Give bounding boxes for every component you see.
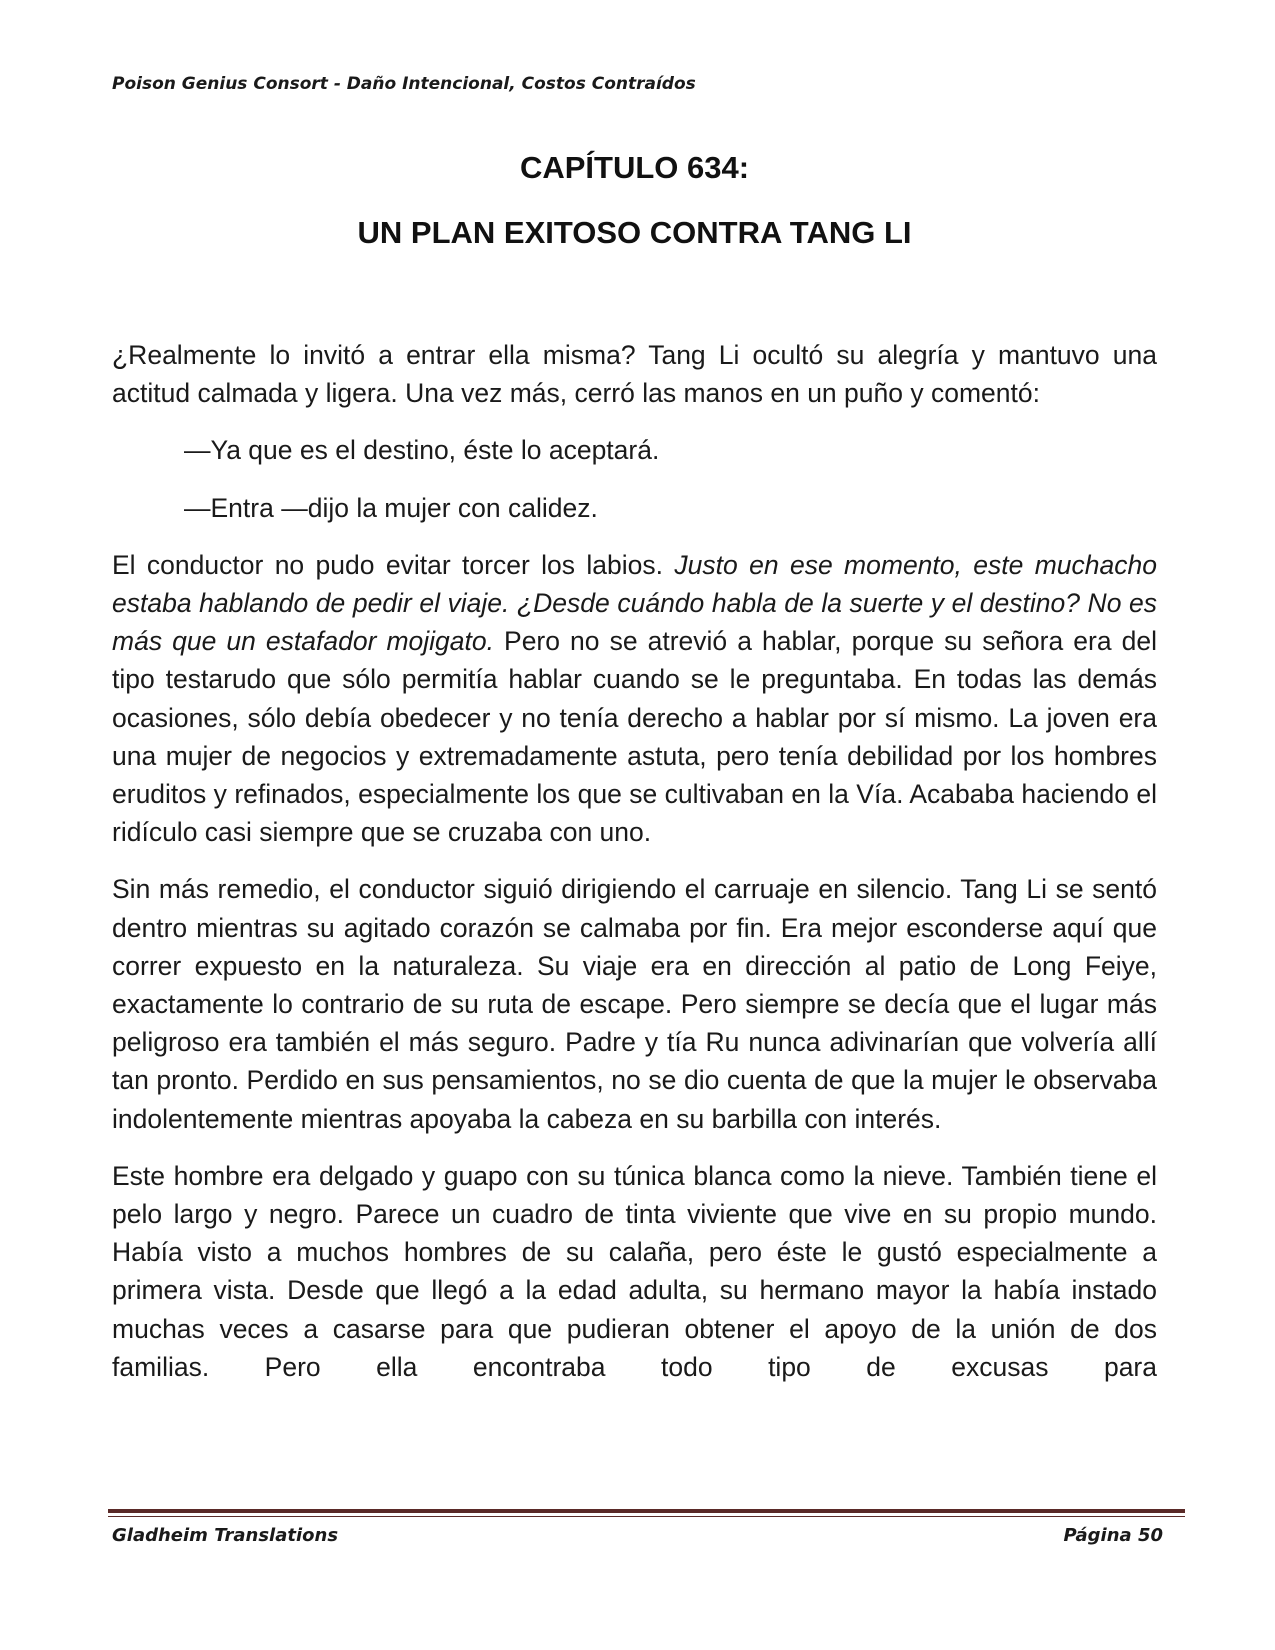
paragraph-1: ¿Realmente lo invitó a entrar ella misma? Tang Li ocultó su alegría y mantuvo una actitud calmada y ligera. Una vez más, cerró las manos en un puño y comentó: [112, 340, 1157, 409]
chapter-body [112, 336, 1157, 1386]
paragraph-4: Este hombre era delgado y guapo con su túnica blanca como la nieve. También tiene el pelo largo y negro. Parece un cuadro de tinta viviente que vive en su propio mundo. Había visto a muchos hombres de su calaña, pero éste le gustó especialmente a primera vista. Desde que llegó a la edad adulta, su hermano mayor la había instado muchas veces a casarse para que pudieran obtener el apoyo de la unión de dos familias. Pero ella encontraba todo tipo de excusas para [112, 1160, 1157, 1382]
page-number: Página 50 [1063, 1525, 1163, 1546]
footer-publisher: Gladheim Translations [112, 1525, 339, 1546]
running-header: Poison Genius Consort - Daño Intencional, Costos Contraídos [112, 74, 696, 94]
dialogue-line-2: —Entra —dijo la mujer con calidez. [184, 492, 598, 523]
paragraph-2-end: Pero no se atrevió a hablar, porque su señora era del tipo testarudo que sólo permitía hablar cuando se le preguntaba. En todas las demás ocasiones, sólo debía obedecer y no tenía derecho a hablar por sí mismo. La joven era una mujer de negocios y extremadamente astuta, pero tenía debilidad por los hombres eruditos y refinados, especialmente los que se cultivaban en la Vía. Acababa haciendo el ridículo casi siempre que se cruzaba con uno. [112, 626, 1157, 848]
footer-rule-thin [108, 1516, 1185, 1517]
chapter-number: CAPÍTULO 634: [519, 150, 750, 185]
paragraph-2-thought: Justo en ese momento, este muchacho estaba hablando de pedir el viaje. ¿Desde cuándo habla de la suerte y el destino? No es más que un estafador mojigato. [112, 549, 1157, 657]
paragraph-2-start: El conductor no pudo evitar torcer los labios. [112, 549, 675, 580]
paragraph-2 [112, 546, 1157, 852]
footer-rule [108, 1509, 1185, 1513]
paragraph-3: Sin más remedio, el conductor siguió dirigiendo el carruaje en silencio. Tang Li se sentó dentro mientras su agitado corazón se calmaba por fin. Era mejor esconderse aquí que correr expuesto en la naturaleza. Su viaje era en dirección al patio de Long Feiye, exactamente lo contrario de su ruta de escape. Pero siempre se decía que el lugar más peligroso era también el más seguro. Padre y tía Ru nunca adivinarían que volvería allí tan pronto. Perdido en sus pensamientos, no se dio cuenta de que la mujer le observaba indolentemente mientras apoyaba la cabeza en su barbilla con interés. [112, 874, 1157, 1134]
dialogue-line-1: —Ya que es el destino, éste lo aceptará. [184, 435, 660, 466]
chapter-title: UN PLAN EXITOSO CONTRA TANG LI [357, 215, 912, 250]
